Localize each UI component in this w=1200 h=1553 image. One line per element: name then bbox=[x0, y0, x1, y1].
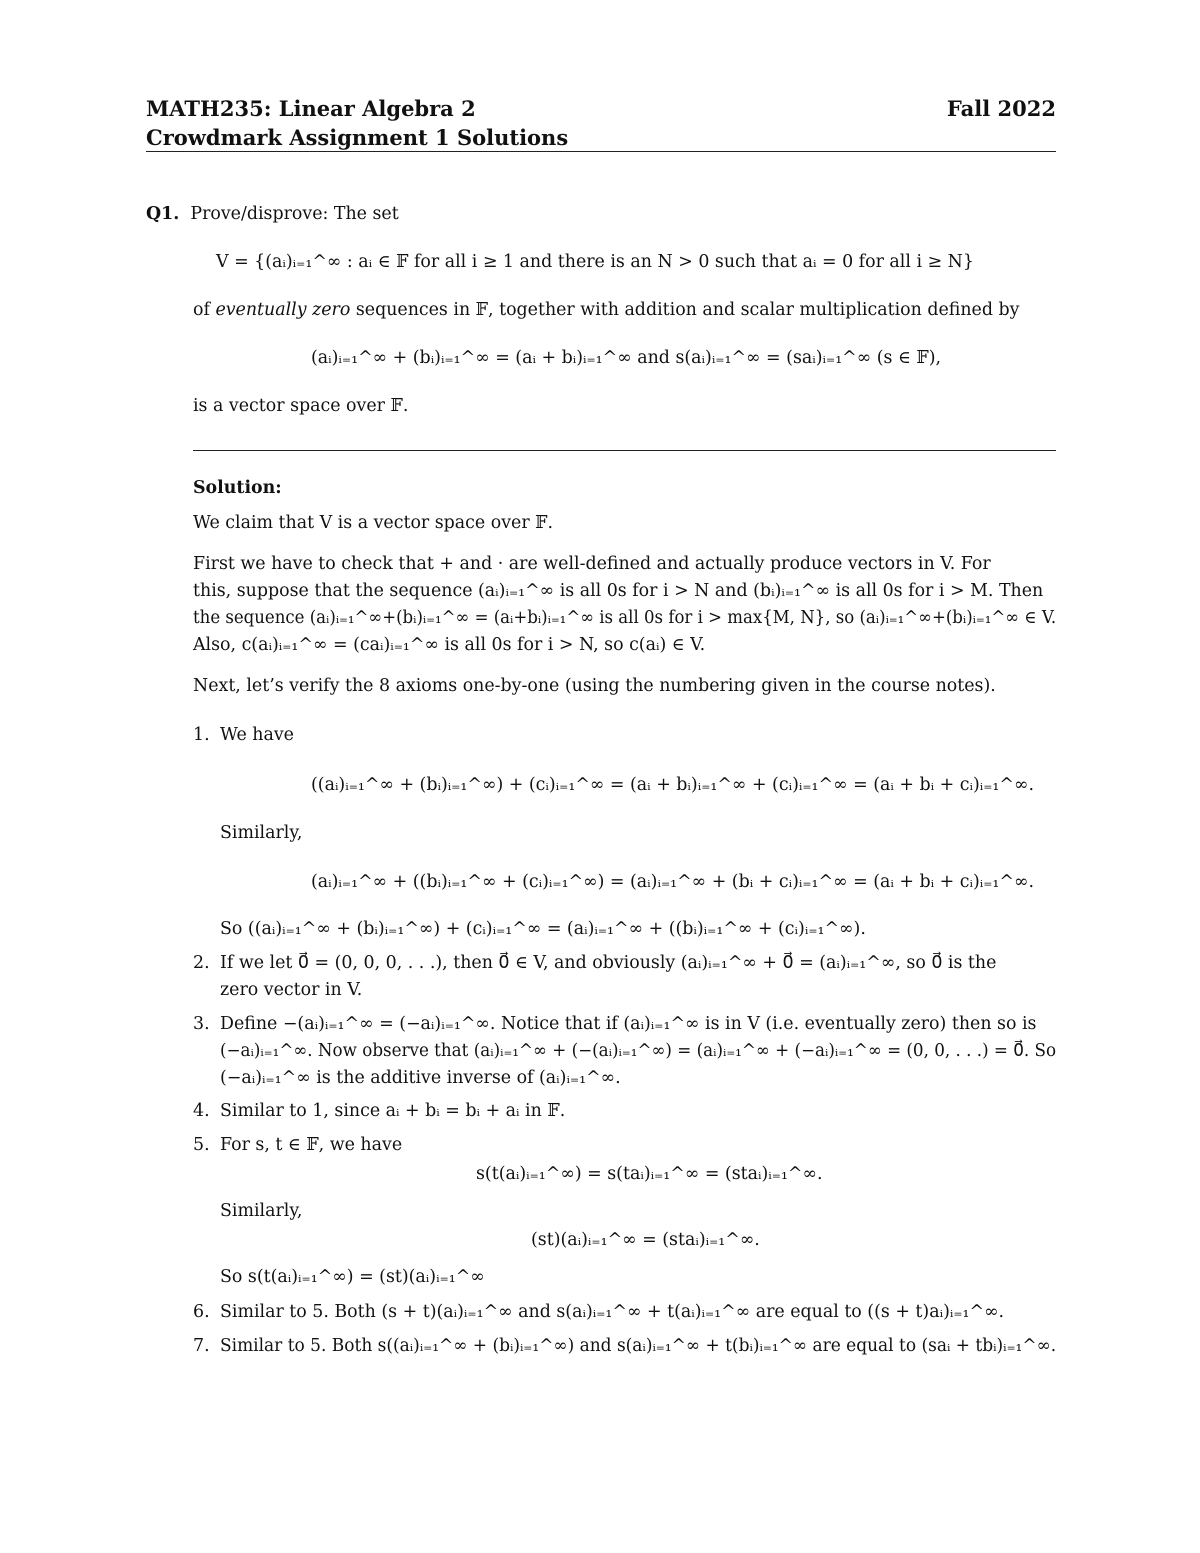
list-item-4-text: Similar to 1, since aᵢ + bᵢ = bᵢ + aᵢ in 𝔽. bbox=[220, 1101, 566, 1121]
list-item-6-number: 6. bbox=[193, 1302, 210, 1322]
list-item-7-number: 7. bbox=[193, 1336, 210, 1356]
list-item-2-line-1: If we let 0⃗ = (0, 0, 0, . . .), then 0⃗ ∈ V, and obviously (aᵢ)ᵢ₌₁^∞ + 0⃗ = (aᵢ)ᵢ₌₁^∞, so 0⃗ is the bbox=[220, 953, 997, 973]
equation-scalar-2: (st)(aᵢ)ᵢ₌₁^∞ = (staᵢ)ᵢ₌₁^∞. bbox=[531, 1230, 760, 1250]
list-item-1-number: 1. bbox=[193, 725, 210, 745]
header-rule bbox=[146, 151, 1056, 152]
solution-claim: We claim that V is a vector space over 𝔽. bbox=[193, 513, 554, 533]
list-item-5-text: For s, t ∈ 𝔽, we have bbox=[220, 1135, 403, 1155]
set-definition: V = {(aᵢ)ᵢ₌₁^∞ : aᵢ ∈ 𝔽 for all i ≥ 1 and there is an N > 0 such that aᵢ = 0 for all i ≥ N} bbox=[216, 252, 974, 272]
list-item-3-line-3: (−aᵢ)ᵢ₌₁^∞ is the additive inverse of (aᵢ)ᵢ₌₁^∞. bbox=[220, 1068, 621, 1088]
paragraph-2: Next, let’s verify the 8 axioms one-by-one (using the numbering given in the course notes). bbox=[193, 676, 996, 696]
list-item-1-text: We have bbox=[220, 725, 294, 745]
list-item-3-line-1: Define −(aᵢ)ᵢ₌₁^∞ = (−aᵢ)ᵢ₌₁^∞. Notice that if (aᵢ)ᵢ₌₁^∞ is in V (i.e. eventually zero) then so is bbox=[220, 1014, 1037, 1034]
paragraph-1-line-3: the sequence (aᵢ)ᵢ₌₁^∞+(bᵢ)ᵢ₌₁^∞ = (aᵢ+bᵢ)ᵢ₌₁^∞ is all 0s for i > max{M, N}, so (aᵢ)ᵢ₌₁^∞+(bᵢ)ᵢ₌₁^∞ ∈ V. bbox=[193, 608, 1057, 628]
question-line-2 bbox=[193, 302, 1019, 319]
section-rule bbox=[193, 450, 1056, 451]
equation-scalar-1: s(t(aᵢ)ᵢ₌₁^∞) = s(taᵢ)ᵢ₌₁^∞ = (staᵢ)ᵢ₌₁^∞. bbox=[476, 1164, 823, 1184]
list-item-4-number: 4. bbox=[193, 1101, 210, 1121]
operations-definition: (aᵢ)ᵢ₌₁^∞ + (bᵢ)ᵢ₌₁^∞ = (aᵢ + bᵢ)ᵢ₌₁^∞ and s(aᵢ)ᵢ₌₁^∞ = (saᵢ)ᵢ₌₁^∞ (s ∈ 𝔽), bbox=[311, 348, 942, 368]
equation-assoc-2: (aᵢ)ᵢ₌₁^∞ + ((bᵢ)ᵢ₌₁^∞ + (cᵢ)ᵢ₌₁^∞) = (aᵢ)ᵢ₌₁^∞ + (bᵢ + cᵢ)ᵢ₌₁^∞ = (aᵢ + bᵢ + cᵢ)ᵢ₌₁^∞. bbox=[311, 872, 1034, 892]
list-item-5-similarly: Similarly, bbox=[220, 1201, 303, 1221]
emphasis-eventually-zero: eventually zero bbox=[215, 300, 351, 320]
list-item-2-number: 2. bbox=[193, 953, 210, 973]
term-label: Fall 2022 bbox=[946, 96, 1056, 121]
equation-assoc-1: ((aᵢ)ᵢ₌₁^∞ + (bᵢ)ᵢ₌₁^∞) + (cᵢ)ᵢ₌₁^∞ = (aᵢ + bᵢ)ᵢ₌₁^∞ + (cᵢ)ᵢ₌₁^∞ = (aᵢ + bᵢ + cᵢ)ᵢ₌₁^∞. bbox=[311, 775, 1034, 795]
list-item-2-line-2: zero vector in V. bbox=[220, 980, 363, 1000]
list-item-3-number: 3. bbox=[193, 1014, 210, 1034]
paragraph-1-line-2: this, suppose that the sequence (aᵢ)ᵢ₌₁^∞ is all 0s for i > N and (bᵢ)ᵢ₌₁^∞ is all 0s for i > M. Then bbox=[193, 581, 1044, 601]
list-item-6-text: Similar to 5. Both (s + t)(aᵢ)ᵢ₌₁^∞ and s(aᵢ)ᵢ₌₁^∞ + t(aᵢ)ᵢ₌₁^∞ are equal to ((s + t)aᵢ)ᵢ₌₁^∞. bbox=[220, 1302, 1005, 1322]
course-title: MATH235: Linear Algebra 2 bbox=[146, 96, 476, 121]
question-closing: is a vector space over 𝔽. bbox=[193, 396, 409, 416]
list-item-1-similarly: Similarly, bbox=[220, 823, 303, 843]
solution-heading: Solution: bbox=[193, 478, 282, 498]
list-item-7-text: Similar to 5. Both s((aᵢ)ᵢ₌₁^∞ + (bᵢ)ᵢ₌₁^∞) and s(aᵢ)ᵢ₌₁^∞ + t(bᵢ)ᵢ₌₁^∞ are equal to (saᵢ + tbᵢ)ᵢ₌₁^∞. bbox=[220, 1336, 1057, 1356]
list-item-1-conclusion: So ((aᵢ)ᵢ₌₁^∞ + (bᵢ)ᵢ₌₁^∞) + (cᵢ)ᵢ₌₁^∞ = (aᵢ)ᵢ₌₁^∞ + ((bᵢ)ᵢ₌₁^∞ + (cᵢ)ᵢ₌₁^∞). bbox=[220, 919, 866, 939]
line2-post: sequences in 𝔽, together with addition and scalar multiplication defined by bbox=[350, 300, 1020, 320]
assignment-subtitle: Crowdmark Assignment 1 Solutions bbox=[146, 125, 569, 150]
line2-pre: of bbox=[193, 300, 216, 320]
question-intro: Prove/disprove: The set bbox=[190, 204, 399, 224]
question-line-1 bbox=[146, 206, 399, 223]
list-item-5-conclusion: So s(t(aᵢ)ᵢ₌₁^∞) = (st)(aᵢ)ᵢ₌₁^∞ bbox=[220, 1267, 485, 1287]
list-item-3-line-2: (−aᵢ)ᵢ₌₁^∞. Now observe that (aᵢ)ᵢ₌₁^∞ + (−(aᵢ)ᵢ₌₁^∞) = (aᵢ)ᵢ₌₁^∞ + (−aᵢ)ᵢ₌₁^∞ = (0, 0, . . .) = 0⃗. So bbox=[220, 1041, 1057, 1061]
paragraph-1-line-1: First we have to check that + and · are well-defined and actually produce vectors in V. For bbox=[193, 554, 991, 574]
list-item-5-number: 5. bbox=[193, 1135, 210, 1155]
question-label: Q1. bbox=[146, 204, 180, 224]
paragraph-1-line-4: Also, c(aᵢ)ᵢ₌₁^∞ = (caᵢ)ᵢ₌₁^∞ is all 0s for i > N, so c(aᵢ) ∈ V. bbox=[193, 635, 706, 655]
